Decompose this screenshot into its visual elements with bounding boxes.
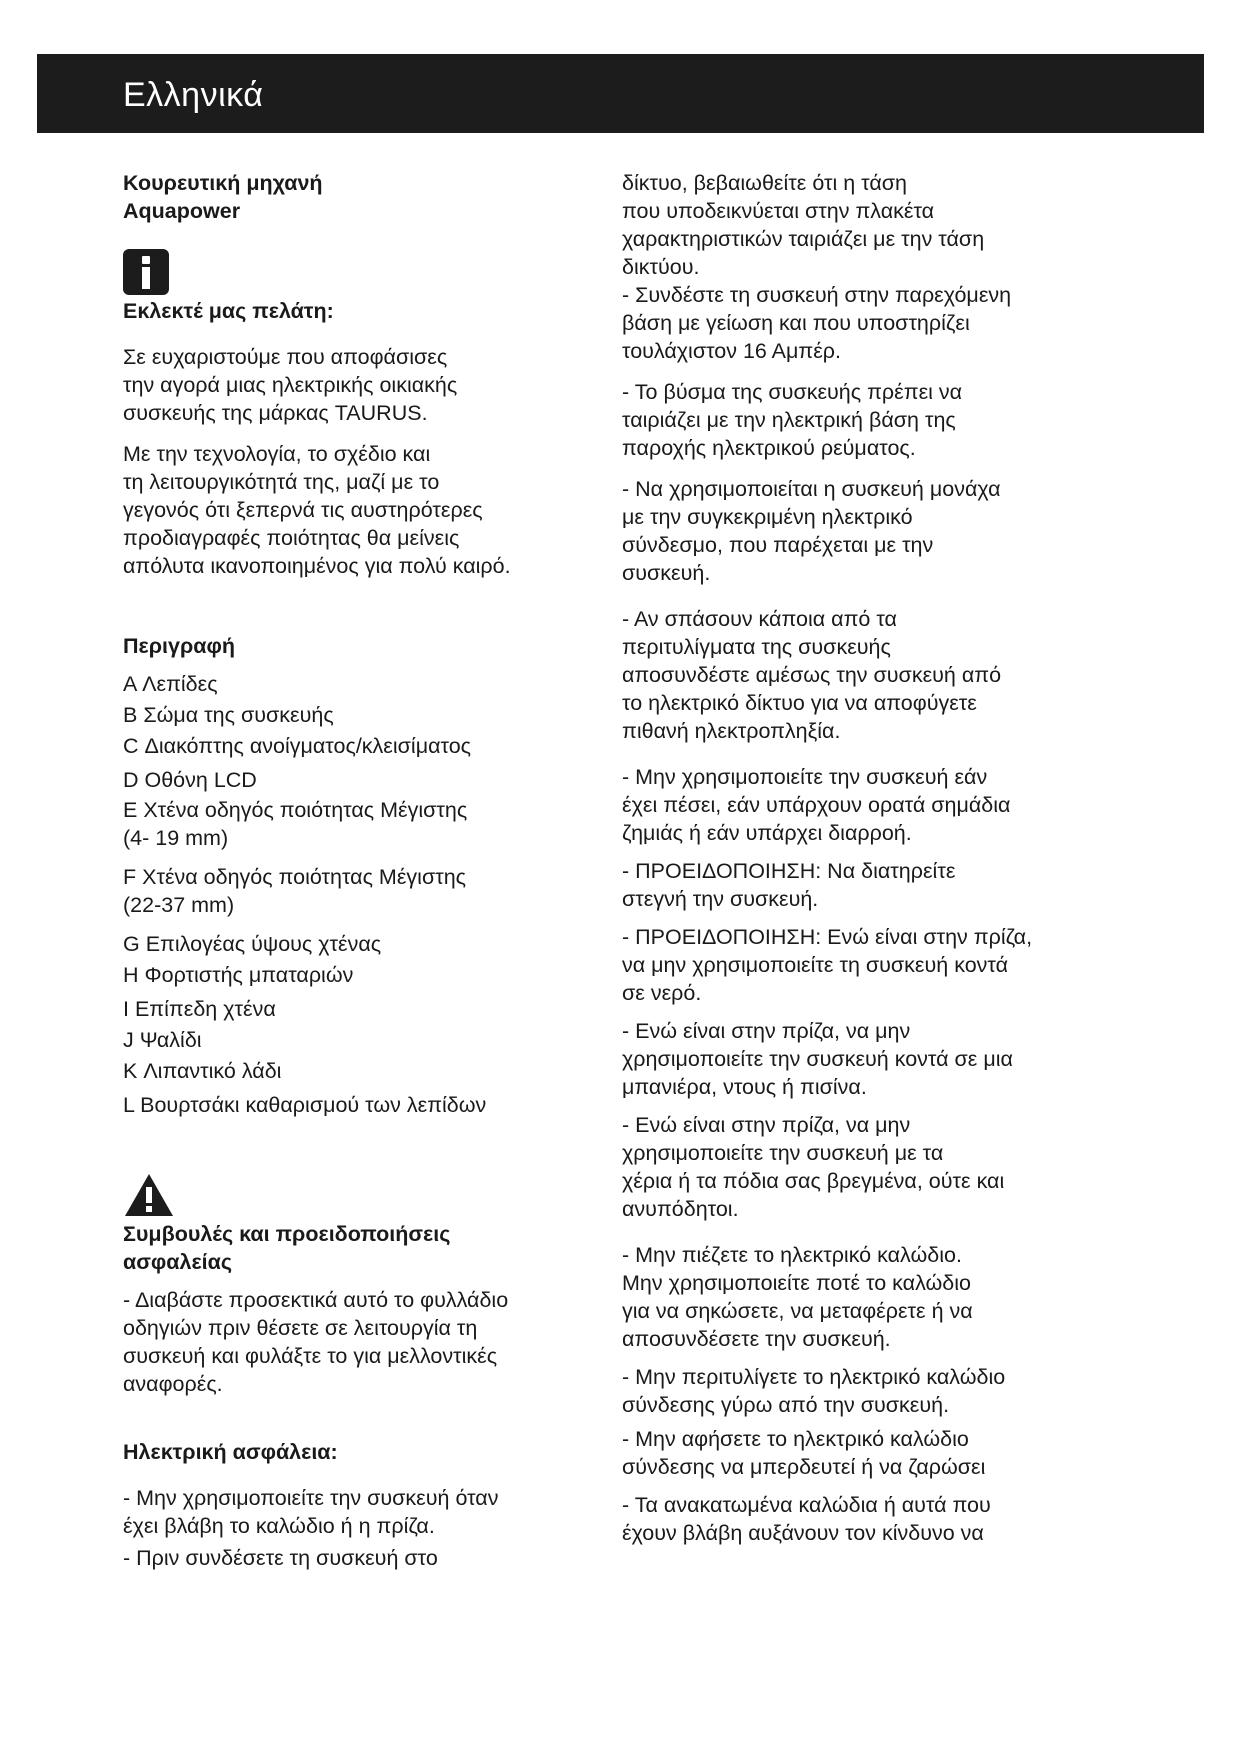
right-line: σύνδεσμο, που παρέχεται με την xyxy=(622,533,934,557)
safety-heading-line-1: Συμβουλές και προειδοποιήσεις xyxy=(123,1222,451,1246)
right-line: ταιριάζει με την ηλεκτρική βάση της xyxy=(622,408,956,432)
product-title-line-1: Κουρευτική μηχανή xyxy=(123,171,323,195)
intro-paragraph-2 xyxy=(123,440,593,580)
right-line: έχει πέσει, εάν υπάρχουν ορατά σημάδια xyxy=(622,793,1011,817)
right-line: χρησιμοποιείτε την συσκευή με τα xyxy=(622,1141,944,1165)
right-line: - Μην περιτυλίγετε το ηλεκτρικό καλώδιο xyxy=(622,1365,1006,1389)
page-language-title: Ελληνικά xyxy=(123,76,264,114)
right-line: - Τα ανακατωμένα καλώδια ή αυτά που xyxy=(622,1493,991,1517)
right-line: που υποδεικνύεται στην πλακέτα xyxy=(622,199,935,223)
parts-list xyxy=(123,670,593,1119)
right-line: - Μην χρησιμοποιείτε την συσκευή εάν xyxy=(622,765,988,789)
intro-paragraph-1 xyxy=(123,343,593,427)
list-item: B Σώμα της συσκευής xyxy=(123,703,334,727)
list-item: (22-37 mm) xyxy=(123,893,235,917)
right-line: χέρια ή τα πόδια σας βρεγμένα, ούτε και xyxy=(622,1169,1005,1193)
right-block xyxy=(622,1363,1092,1419)
electric-paragraph-1 xyxy=(123,1484,593,1540)
electric-paragraph-2: - Πριν συνδέσετε τη συσκευή στο xyxy=(123,1546,438,1570)
right-line: - Ενώ είναι στην πρίζα, να μην xyxy=(622,1019,911,1043)
right-line: δίκτυο, βεβαιωθείτε ότι η τάση xyxy=(622,171,908,195)
intro-2-line: γεγονός ότι ξεπερνά τις αυστηρότερες xyxy=(123,498,483,522)
right-line: - Να χρησιμοποιείται η συσκευή μονάχα xyxy=(622,477,1001,501)
warning-icon xyxy=(123,1172,175,1218)
right-line: χαρακτηριστικών ταιριάζει με την τάση xyxy=(622,227,985,251)
right-block xyxy=(622,605,1092,745)
right-line: σε νερό. xyxy=(622,981,702,1005)
right-line: να μην χρησιμοποιείτε τη συσκευή κοντά xyxy=(622,953,1009,977)
right-block xyxy=(622,1111,1092,1223)
electric-line: - Μην χρησιμοποιείτε την συσκευή όταν xyxy=(123,1486,499,1510)
list-item: C Διακόπτης ανοίγματος/κλεισίματος xyxy=(123,734,472,758)
intro-1-line: συσκευής της μάρκας TAURUS. xyxy=(123,401,428,425)
right-line: έχουν βλάβη αυξάνουν τον κίνδυνο να xyxy=(622,1521,984,1545)
intro-2-line: απόλυτα ικανοποιημένος για πολύ καιρό. xyxy=(123,554,511,578)
right-line: συσκευή. xyxy=(622,561,711,585)
list-item: G Επιλογέας ύψους χτένας xyxy=(123,932,382,956)
header-bar xyxy=(37,54,1204,133)
safety-line: οδηγιών πριν θέσετε σε λειτουργία τη xyxy=(123,1316,478,1340)
list-item: L Βουρτσάκι καθαρισμού των λεπίδων xyxy=(123,1093,487,1117)
right-line: ζημιάς ή εάν υπάρχει διαρροή. xyxy=(622,821,912,845)
list-item: H Φορτιστής μπαταριών xyxy=(123,963,354,987)
right-block xyxy=(622,1491,1092,1547)
electric-line: έχει βλάβη το καλώδιο ή η πρίζα. xyxy=(123,1514,435,1538)
right-block xyxy=(622,475,1092,587)
safety-line: - Διαβάστε προσεκτικά αυτό το φυλλάδιο xyxy=(123,1288,509,1312)
right-line: για να σηκώσετε, να μεταφέρετε ή να xyxy=(622,1299,973,1323)
list-item: J Ψαλίδι xyxy=(123,1028,202,1052)
right-block xyxy=(622,281,1092,365)
list-item: K Λιπαντικό λάδι xyxy=(123,1059,282,1083)
right-line: το ηλεκτρικό δίκτυο για να αποφύγετε xyxy=(622,691,977,715)
safety-heading-line-2: ασφαλείας xyxy=(123,1250,233,1274)
right-line: - ΠΡΟΕΙΔΟΠΟΙΗΣΗ: Να διατηρείτε xyxy=(622,859,956,883)
right-line: - Συνδέστε τη συσκευή στην παρεχόμενη xyxy=(622,283,1012,307)
left-column xyxy=(123,169,593,1572)
right-block xyxy=(622,923,1092,1007)
right-line: αποσυνδέστε αμέσως την συσκευή από xyxy=(622,663,1002,687)
right-line: σύνδεσης να μπερδευτεί ή να ζαρώσει xyxy=(622,1455,986,1479)
list-item: (4- 19 mm) xyxy=(123,826,229,850)
safety-paragraph xyxy=(123,1286,593,1398)
right-line: χρησιμοποιείτε την συσκευή κοντά σε μια xyxy=(622,1047,1013,1071)
right-block xyxy=(622,1425,1092,1481)
intro-2-line: προδιαγραφές ποιότητας θα μείνεις xyxy=(123,526,460,550)
list-item: A Λεπίδες xyxy=(123,672,218,696)
dear-customer-heading: Εκλεκτέ μας πελάτη: xyxy=(123,299,334,323)
right-block xyxy=(622,763,1092,847)
right-line: πιθανή ηλεκτροπληξία. xyxy=(622,719,841,743)
right-line: - Μην αφήσετε το ηλεκτρικό καλώδιο xyxy=(622,1427,969,1451)
intro-2-line: Με την τεχνολογία, το σχέδιο και xyxy=(123,442,431,466)
product-title-line-2: Aquapower xyxy=(123,199,241,223)
right-line: - Αν σπάσουν κάποια από τα xyxy=(622,607,897,631)
right-line: δικτύου. xyxy=(622,255,700,279)
list-item: I Επίπεδη χτένα xyxy=(123,997,276,1021)
safety-line: συσκευή και φυλάξτε το για μελλοντικές xyxy=(123,1344,498,1368)
electric-safety-heading: Ηλεκτρική ασφάλεια: xyxy=(123,1440,338,1464)
description-heading: Περιγραφή xyxy=(123,634,235,658)
right-block xyxy=(622,378,1092,462)
right-line: - Μην πιέζετε το ηλεκτρικό καλώδιο. xyxy=(622,1243,962,1267)
right-block xyxy=(622,857,1092,913)
right-line: - ΠΡΟΕΙΔΟΠΟΙΗΣΗ: Ενώ είναι στην πρίζα, xyxy=(622,925,1033,949)
right-line: βάση με γείωση και που υποστηρίζει xyxy=(622,311,970,335)
right-line: περιτυλίγματα της συσκευής xyxy=(622,635,891,659)
right-line: αποσυνδέσετε την συσκευή. xyxy=(622,1327,891,1351)
right-line: - Ενώ είναι στην πρίζα, να μην xyxy=(622,1113,911,1137)
list-item: E Χτένα οδηγός ποιότητας Μέγιστης xyxy=(123,798,468,822)
info-icon xyxy=(123,249,169,295)
right-line: ανυπόδητοι. xyxy=(622,1197,739,1221)
right-column xyxy=(622,169,1092,1547)
right-line: μπανιέρα, ντους ή πισίνα. xyxy=(622,1075,867,1099)
intro-1-line: την αγορά μιας ηλεκτρικής οικιακής xyxy=(123,373,458,397)
right-block xyxy=(622,1017,1092,1101)
intro-1-line: Σε ευχαριστούμε που αποφάσισες xyxy=(123,345,448,369)
intro-2-line: τη λειτουργικότητά της, μαζί με το xyxy=(123,470,440,494)
right-line: παροχής ηλεκτρικού ρεύματος. xyxy=(622,436,916,460)
right-block xyxy=(622,1241,1092,1353)
right-line: σύνδεσης γύρω από την συσκευή. xyxy=(622,1393,950,1417)
list-item: D Οθόνη LCD xyxy=(123,768,257,792)
safety-line: αναφορές. xyxy=(123,1372,223,1396)
right-line: - Το βύσμα της συσκευής πρέπει να xyxy=(622,380,963,404)
right-line: στεγνή την συσκευή. xyxy=(622,887,819,911)
list-item: F Χτένα οδηγός ποιότητας Μέγιστης xyxy=(123,865,467,889)
right-line: Μην χρησιμοποιείτε ποτέ το καλώδιο xyxy=(622,1271,972,1295)
right-block xyxy=(622,169,1092,281)
right-line: τουλάχιστον 16 Αμπέρ. xyxy=(622,339,842,363)
right-line: με την συγκεκριμένη ηλεκτρικό xyxy=(622,505,913,529)
